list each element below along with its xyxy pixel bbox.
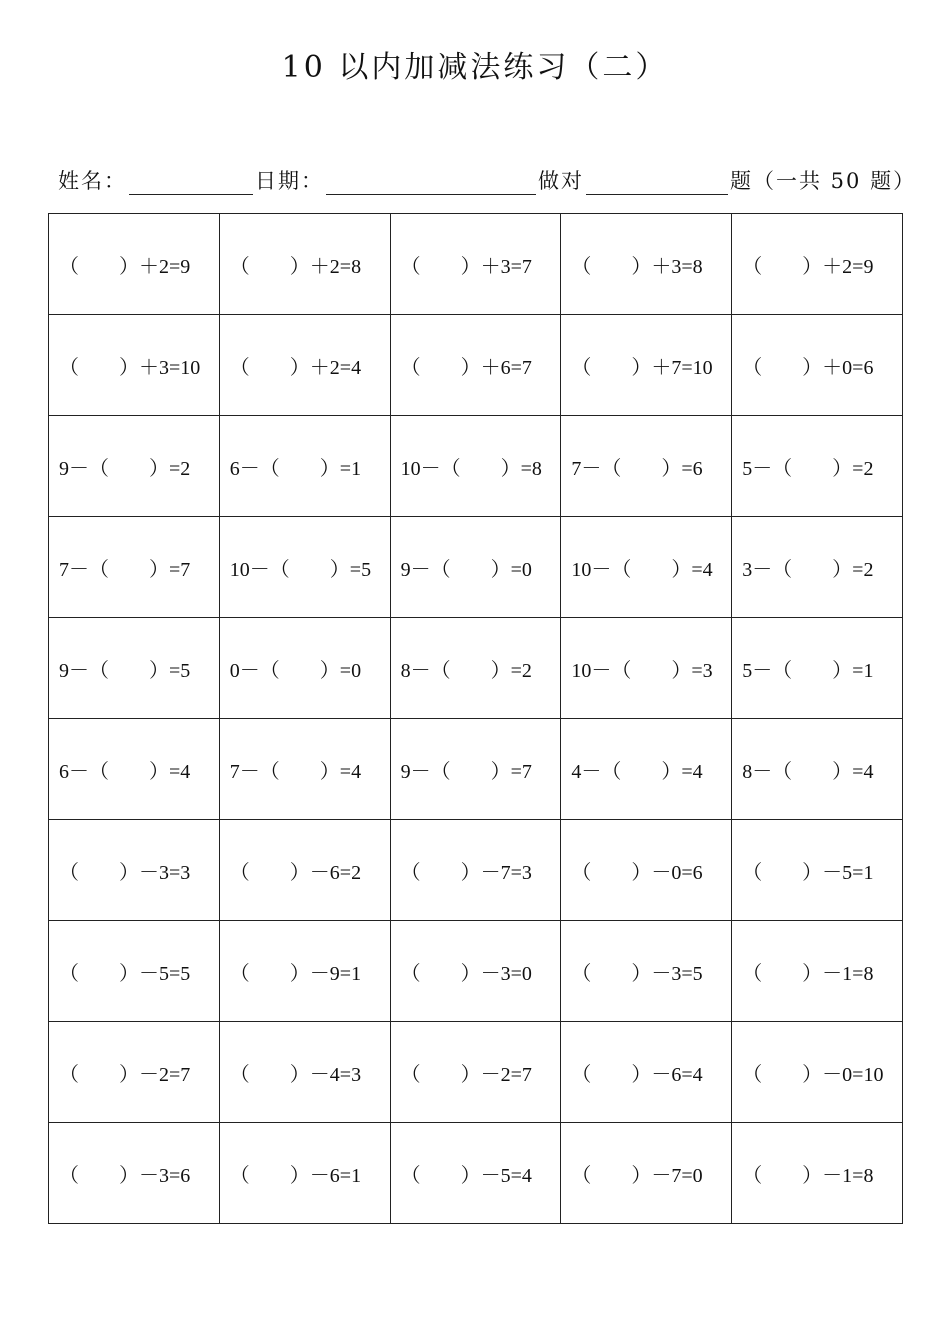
problem-cell: （ ）－7=3 [390, 820, 561, 921]
problem-cell: （ ）－5=4 [390, 1123, 561, 1224]
problem-cell: （ ）－6=2 [219, 820, 390, 921]
problem-cell: 7－（ ）=4 [219, 719, 390, 820]
problem-row [49, 921, 903, 1022]
problem-row [49, 416, 903, 517]
correct-count-blank[interactable] [586, 168, 728, 195]
problem-cell: 10－（ ）=5 [219, 517, 390, 618]
student-info-line [58, 163, 918, 195]
problem-row [49, 618, 903, 719]
problem-row [49, 1123, 903, 1224]
total-label: 题（一共 50 题） [730, 169, 917, 193]
problem-cell: 6－（ ）=4 [49, 719, 220, 820]
problem-cell: （ ）＋0=6 [732, 315, 903, 416]
problem-cell: 9－（ ）=2 [49, 416, 220, 517]
name-blank[interactable] [129, 168, 253, 195]
problem-row [49, 719, 903, 820]
problem-cell: （ ）－6=1 [219, 1123, 390, 1224]
problem-cell: （ ）－5=1 [732, 820, 903, 921]
problem-cell: （ ）＋2=9 [49, 214, 220, 315]
problem-cell: 5－（ ）=2 [732, 416, 903, 517]
worksheet-title: 10 以内加减法练习（二） [281, 50, 669, 85]
problem-cell: （ ）－4=3 [219, 1022, 390, 1123]
problem-cell: （ ）＋3=10 [49, 315, 220, 416]
problem-row [49, 315, 903, 416]
problem-row [49, 517, 903, 618]
problem-cell: （ ）＋6=7 [390, 315, 561, 416]
correct-label: 做对 [538, 169, 584, 193]
problem-row [49, 214, 903, 315]
problem-cell: （ ）＋2=4 [219, 315, 390, 416]
problem-cell: （ ）－3=3 [49, 820, 220, 921]
problem-cell: 9－（ ）=0 [390, 517, 561, 618]
problem-cell: （ ）－5=5 [49, 921, 220, 1022]
problem-cell: （ ）－1=8 [732, 921, 903, 1022]
problem-cell: 10－（ ）=8 [390, 416, 561, 517]
problem-grid-body [49, 214, 903, 1224]
problem-cell: 6－（ ）=1 [219, 416, 390, 517]
problem-cell: 3－（ ）=2 [732, 517, 903, 618]
problem-cell: （ ）－0=10 [732, 1022, 903, 1123]
problem-cell: （ ）＋3=7 [390, 214, 561, 315]
problem-grid [48, 213, 903, 1224]
problem-cell: （ ）－2=7 [390, 1022, 561, 1123]
problem-cell: 9－（ ）=7 [390, 719, 561, 820]
problem-cell: （ ）－7=0 [561, 1123, 732, 1224]
problem-cell: （ ）－0=6 [561, 820, 732, 921]
problem-cell: （ ）－3=0 [390, 921, 561, 1022]
problem-cell: （ ）－3=6 [49, 1123, 220, 1224]
problem-cell: 5－（ ）=1 [732, 618, 903, 719]
problem-cell: 10－（ ）=4 [561, 517, 732, 618]
problem-cell: （ ）＋2=8 [219, 214, 390, 315]
problem-row [49, 820, 903, 921]
problem-cell: （ ）－3=5 [561, 921, 732, 1022]
date-label: 日期： [255, 169, 324, 193]
problem-cell: 7－（ ）=6 [561, 416, 732, 517]
problem-cell: （ ）－1=8 [732, 1123, 903, 1224]
problem-cell: 7－（ ）=7 [49, 517, 220, 618]
problem-cell: （ ）－2=7 [49, 1022, 220, 1123]
name-label: 姓名： [58, 169, 127, 193]
problem-cell: 8－（ ）=2 [390, 618, 561, 719]
problem-cell: 4－（ ）=4 [561, 719, 732, 820]
problem-cell: （ ）－9=1 [219, 921, 390, 1022]
problem-cell: 8－（ ）=4 [732, 719, 903, 820]
problem-cell: （ ）＋7=10 [561, 315, 732, 416]
problem-cell: 9－（ ）=5 [49, 618, 220, 719]
problem-row [49, 1022, 903, 1123]
problem-cell: （ ）＋2=9 [732, 214, 903, 315]
problem-cell: 10－（ ）=3 [561, 618, 732, 719]
date-blank[interactable] [326, 168, 536, 195]
problem-cell: （ ）－6=4 [561, 1022, 732, 1123]
problem-cell: （ ）＋3=8 [561, 214, 732, 315]
problem-cell: 0－（ ）=0 [219, 618, 390, 719]
